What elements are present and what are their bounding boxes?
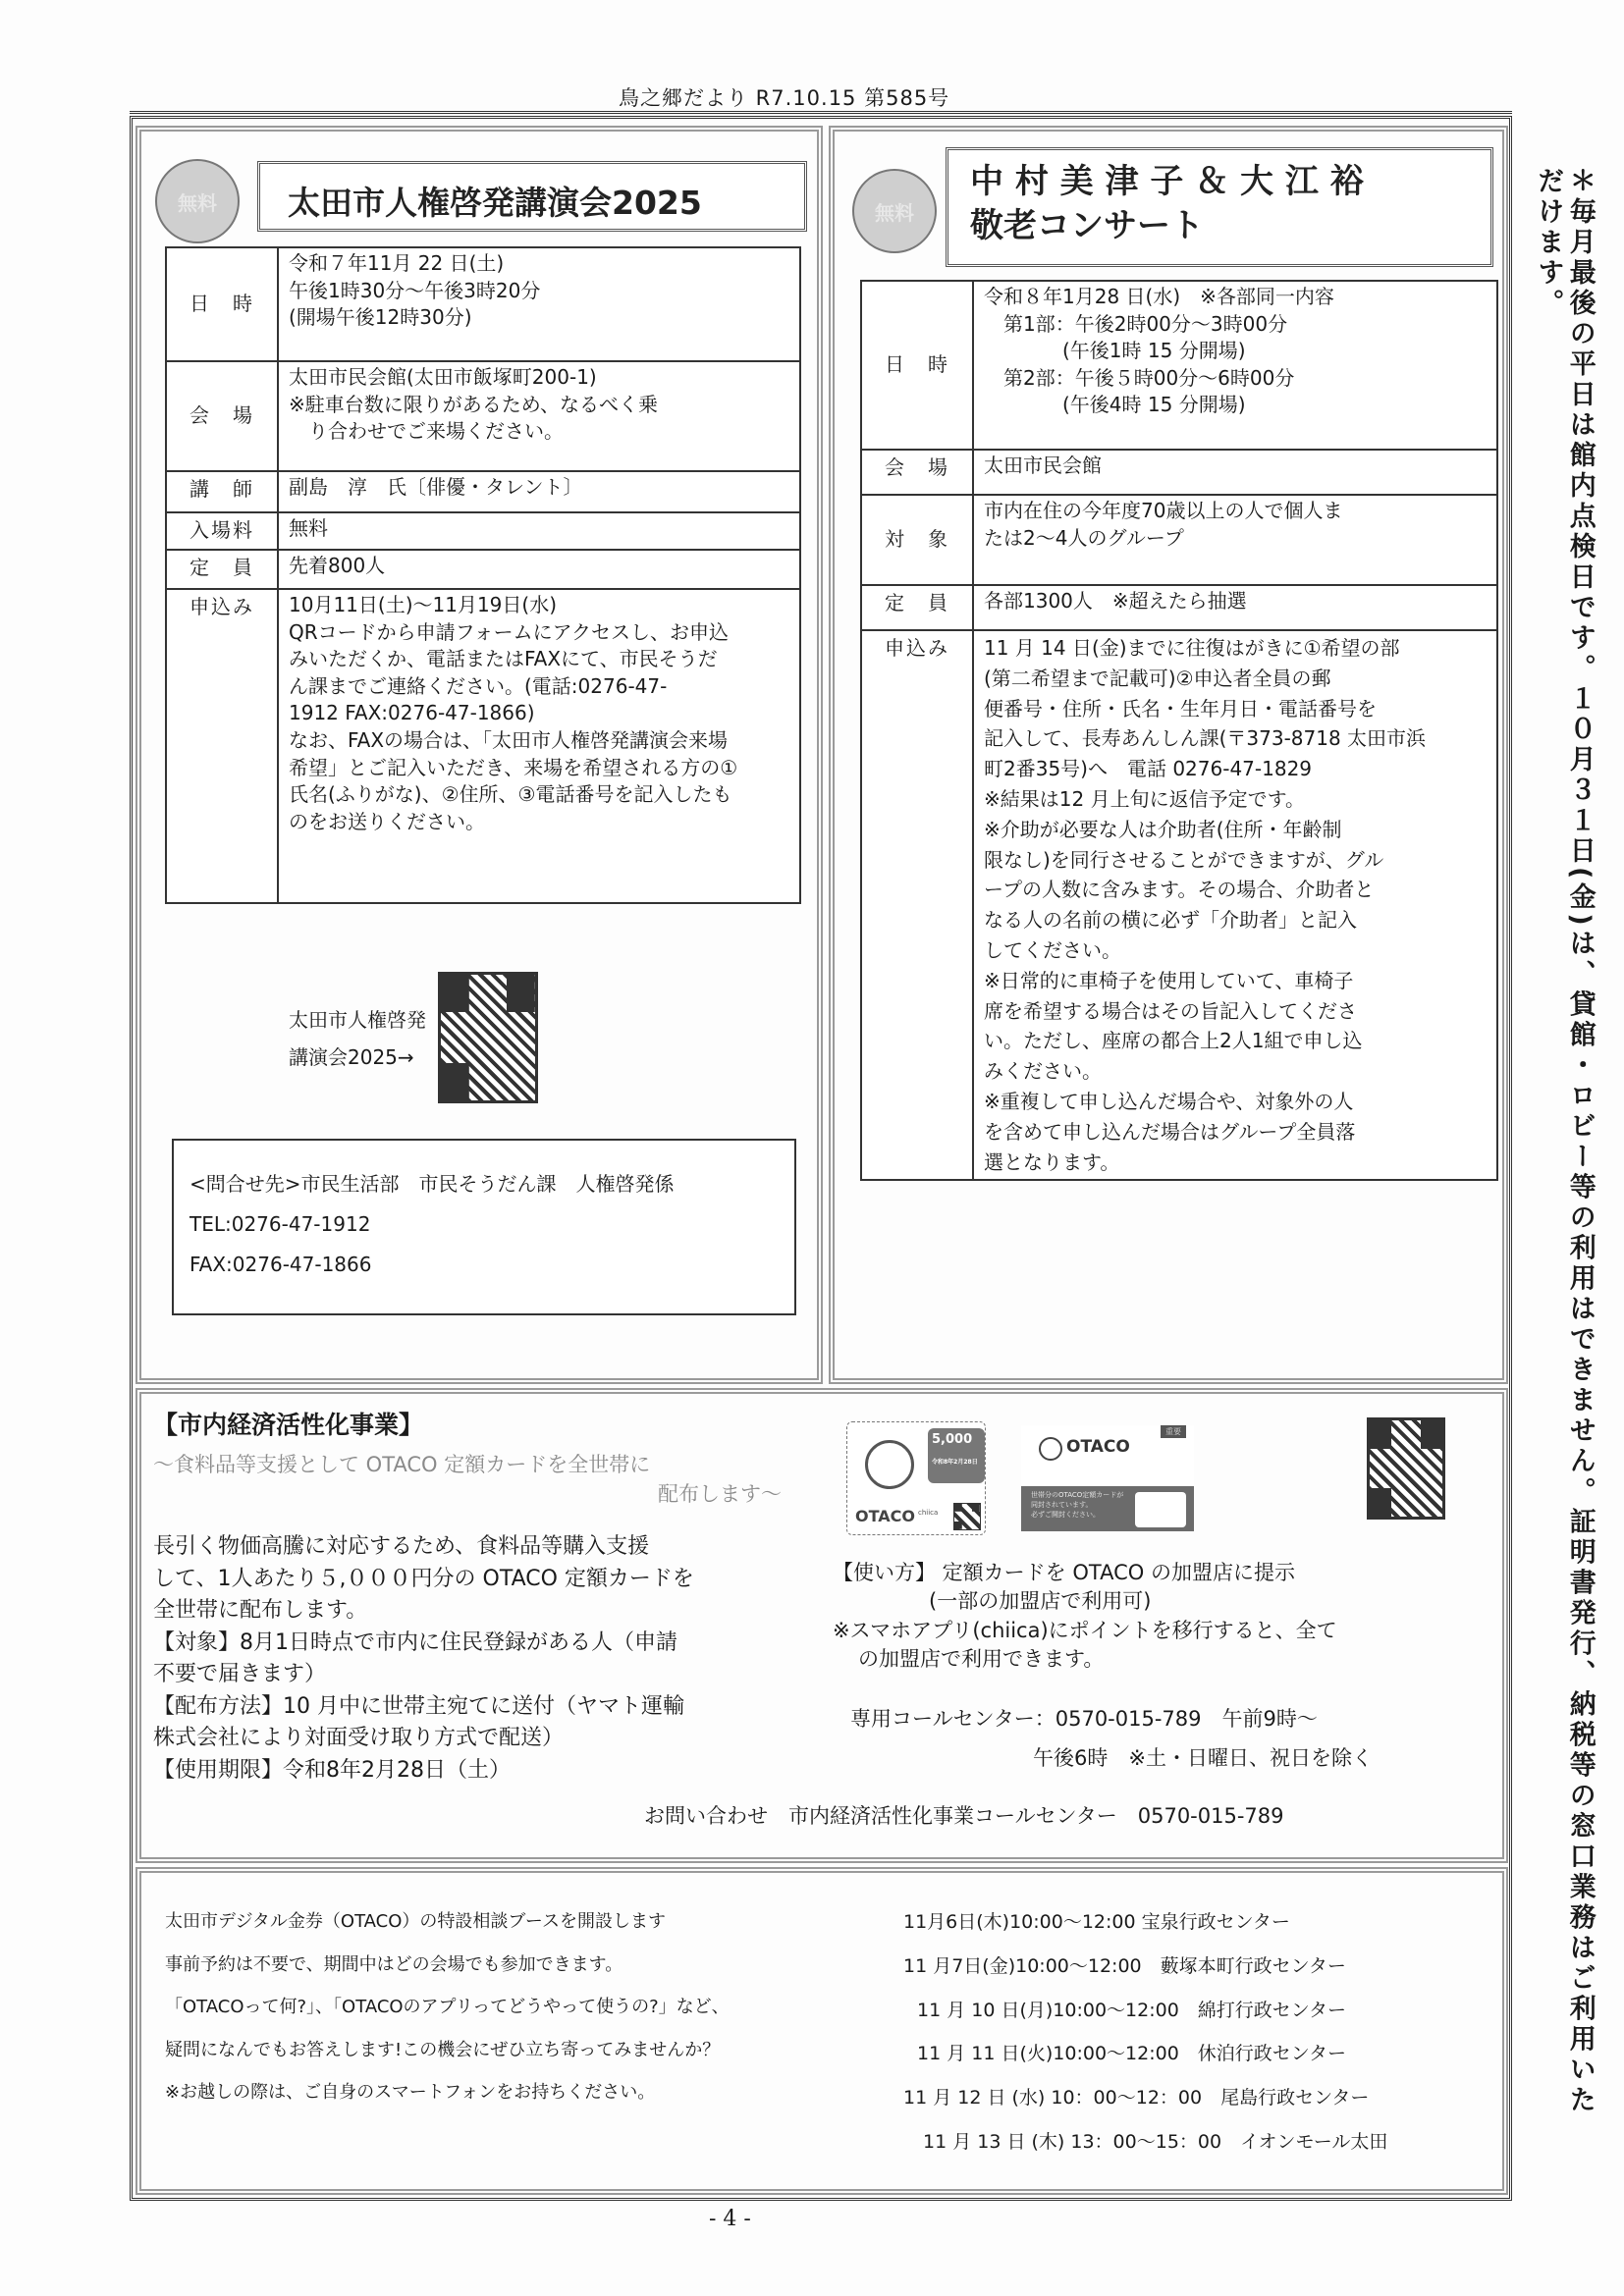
otaco-usage	[833, 1559, 1337, 1675]
lecture-title: 太田市人権啓発講演会2025	[288, 184, 702, 222]
info-row	[166, 361, 800, 471]
info-value-line: 太田市民会館(太田市飯塚町200-1)	[289, 365, 597, 389]
info-value-line: 希望」とご記入いただき、来場を希望される方の①	[289, 755, 738, 779]
lecture-info-table	[165, 246, 801, 904]
info-value	[278, 512, 800, 550]
booth-line: 「OTACOって何?」、「OTACOのアプリってどうやって使うの?」など、	[165, 1997, 730, 2018]
info-value-line: を含めて申し込んだ場合はグループ全員落	[984, 1119, 1356, 1144]
economy-expiry: 【使用期限】令和8年2月28日（土）	[153, 1757, 511, 1783]
qr-caption-line-2: 講演会2025→	[289, 1045, 414, 1069]
schedule-item: 11月6日(木)10:00～12:00 宝泉行政センター	[903, 1911, 1290, 1933]
qr-caption-line-1: 太田市人権啓発	[289, 1008, 426, 1032]
info-value-line: (第二希望まで記載可)②申込者全員の郵	[984, 666, 1331, 690]
info-value-line: 各部1300人 ※超えたら抽選	[984, 589, 1247, 613]
economy-inquiry: お問い合わせ 市内経済活性化事業コールセンター 0570-015-789	[644, 1804, 1284, 1828]
info-value-line: 町2番35号)へ 電話 0276-47-1829	[984, 757, 1313, 781]
lecture-contact-box	[172, 1139, 796, 1315]
info-value-line: 無料	[289, 516, 328, 540]
usage-line: (一部の加盟店で利用可)	[929, 1589, 1152, 1614]
info-row	[861, 450, 1497, 495]
info-value-line: ※日常的に車椅子を使用していて、車椅子	[984, 968, 1354, 992]
info-value	[278, 247, 800, 361]
envelope-note: 必ずご開封ください。	[1031, 1510, 1100, 1519]
usage-line: ※スマホアプリ(chiica)にポイントを移行すると、全て	[833, 1618, 1337, 1642]
economy-subtitle-line-1: ～食料品等支援として OTACO 定額カードを全世帯に	[153, 1453, 651, 1476]
card-amount: 5,000	[932, 1432, 973, 1447]
concert-title-line-2: 敬老コンサート	[970, 205, 1204, 245]
page-number: - 4 -	[709, 2207, 751, 2231]
economy-body-line: して、1人あたり５,０００円分の OTACO 定額カードを	[153, 1566, 694, 1591]
info-value-line: なる人の名前の横に必ず「介助者」と記入	[984, 908, 1357, 933]
info-value	[278, 550, 800, 589]
card-qr-code	[953, 1503, 981, 1530]
info-label: 講 師	[166, 471, 278, 512]
call-center-line-2: 午後6時 ※土・日曜日、祝日を除く	[1033, 1745, 1373, 1770]
info-label: 申込み	[861, 630, 973, 1180]
info-value-line: 第2部：午後５時00分～6時00分	[984, 365, 1295, 390]
economy-subtitle-line-2: 配布します～	[658, 1482, 782, 1506]
info-value-line: 副島 淳 氏〔俳優・タレント〕	[289, 475, 583, 499]
economy-heading: 【市内経済活性化事業】	[153, 1411, 424, 1439]
info-row	[861, 585, 1497, 630]
info-label: 申込み	[166, 589, 278, 903]
lecture-title-box	[257, 161, 807, 232]
info-row	[166, 512, 800, 550]
free-badge-label: 無料	[875, 200, 914, 225]
info-value-line: ※駐車台数に限りがあるため、なるべく乗	[289, 392, 658, 416]
card-app: chiica	[918, 1509, 939, 1517]
qr-caption	[289, 1001, 426, 1076]
info-value	[278, 361, 800, 471]
concert-info-table	[860, 280, 1498, 1181]
economy-subtitle	[153, 1449, 782, 1508]
info-row	[166, 589, 800, 903]
economy-body-line: 長引く物価高騰に対応するため、食料品等購入支援	[153, 1534, 650, 1559]
card-amount-panel	[928, 1428, 985, 1483]
booth-line: 事前予約は不要で、期間中はどの会場でも参加できます。	[165, 1953, 623, 1975]
info-value-line: 選となります。	[984, 1149, 1120, 1174]
info-row	[166, 550, 800, 589]
info-row	[861, 630, 1497, 1180]
info-value-line: 限なし)を同行させることができますが、グル	[984, 847, 1384, 872]
schedule-item: 11 月 10 日(月)10:00～12:00 綿打行政センター	[917, 1999, 1347, 2021]
info-value	[278, 471, 800, 512]
info-value	[973, 281, 1497, 450]
info-value-line: してください。	[984, 937, 1121, 962]
booth-description	[165, 1900, 730, 2114]
free-badge-label: 無料	[178, 190, 217, 215]
info-value-line: たは2～4人のグループ	[984, 525, 1184, 550]
info-row	[861, 281, 1497, 450]
card-brand: OTACO	[855, 1507, 915, 1525]
info-value-line: 席を希望する場合はその旨記入してくださ	[984, 998, 1357, 1023]
envelope-note: 同封されています。	[1031, 1500, 1093, 1509]
envelope-brand: OTACO	[1066, 1437, 1130, 1457]
info-value-line: 1912 FAX:0276-47-1866)	[289, 701, 535, 725]
booth-line: 太田市デジタル金券（OTACO）の特設相談ブースを開設します	[165, 1911, 666, 1932]
info-value-line: 11 月 14 日(金)までに往復はがきに①希望の部	[984, 636, 1400, 660]
economy-target-line: 不要で届きます）	[153, 1662, 327, 1687]
info-label: 定 員	[166, 550, 278, 589]
info-value-line: 便番号・住所・氏名・生年月日・電話番号を	[984, 696, 1377, 721]
booth-schedule	[903, 1900, 1387, 2164]
info-value-line: 市内在住の今年度70歳以上の人で個人ま	[984, 499, 1343, 522]
envelope-smile-icon	[1039, 1437, 1062, 1461]
info-value-line: 太田市民会館	[984, 454, 1102, 477]
info-value	[973, 630, 1497, 1180]
info-value-line: 10月11日(土)～11月19日(水)	[289, 593, 558, 616]
call-center-hours	[850, 1700, 1373, 1779]
economy-distribution-line: 【配布方法】10 月中に世帯主宛てに送付（ヤマト運輸	[153, 1693, 684, 1719]
info-value-line: のをお送りください。	[289, 809, 485, 833]
schedule-item: 11 月 12 日 (水) 10：00～12：00 尾島行政センター	[903, 2087, 1370, 2109]
info-value	[278, 589, 800, 903]
info-value-line: みください。	[984, 1059, 1102, 1084]
contact-department: <問合せ先>市民生活部 市民そうだん課 人権啓発係	[189, 1172, 675, 1196]
call-center-line-1: 専用コールセンター：0570-015-789 午前9時～	[850, 1707, 1318, 1731]
info-value-line: (開場午後12時30分)	[289, 305, 472, 330]
info-value-line: ※重複して申し込んだ場合や、対象外の人	[984, 1089, 1354, 1113]
schedule-item: 11 月7日(金)10:00～12:00 藪塚本町行政センター	[903, 1954, 1346, 1977]
contact-fax: FAX:0276-47-1866	[189, 1253, 372, 1276]
info-value	[973, 585, 1497, 630]
info-row	[166, 471, 800, 512]
economy-distribution-line: 株式会社により対面受け取り方式で配送）	[153, 1726, 565, 1751]
info-value-line: (午後4時 15 分開場)	[984, 393, 1246, 417]
newsletter-header: 鳥之郷だより R7.10.15 第585号	[619, 86, 950, 110]
side-notice: ＊毎月最後の平日は館内点検日です。１０月３１日(金)は、貸館・ロビー等の利用はできません。証明書発行、納税等の窓口業務はご利用いただけます。	[1533, 167, 1596, 2116]
info-row	[861, 495, 1497, 585]
otaco-card-image	[846, 1421, 986, 1535]
info-value-line: なお、FAXの場合は、「太田市人権啓発講演会来場	[289, 727, 729, 752]
card-face-icon	[865, 1440, 914, 1489]
concert-title-line-1: 中 村 美 津 子 ＆ 大 江 裕	[970, 162, 1364, 201]
info-value-line: みいただくか、電話またはFAXにて、市民そうだ	[289, 647, 718, 671]
info-label: 日 時	[861, 281, 973, 450]
info-value-line: い。ただし、座席の都合上2人1組で申し込	[984, 1029, 1363, 1053]
schedule-item: 11 月 13 日 (木) 13：00～15：00 イオンモール太田	[923, 2131, 1388, 2154]
info-value-line: (午後1時 15 分開場)	[984, 339, 1246, 363]
economy-target-line: 【対象】8月1日時点で市内に住民登録がある人（申請	[153, 1629, 677, 1655]
schedule-item: 11 月 11 日(火)10:00～12:00 休泊行政センター	[917, 2043, 1347, 2065]
info-value	[973, 450, 1497, 495]
info-label: 対 象	[861, 495, 973, 585]
envelope-window	[1135, 1492, 1186, 1527]
booth-line: ※お越しの際は、ご自身のスマートフォンをお持ちください。	[165, 2082, 656, 2104]
info-value-line: 氏名(ふりがな)、②住所、③電話番号を記入したも	[289, 782, 732, 807]
info-value-line: ※結果は12 月上旬に返信予定です。	[984, 786, 1305, 811]
info-value-line: り合わせでご来場ください。	[289, 419, 564, 444]
usage-line: の加盟店で利用できます。	[858, 1647, 1105, 1672]
economy-body-line: 全世帯に配布します。	[153, 1598, 368, 1624]
info-label: 会 場	[166, 361, 278, 471]
otaco-qr-code[interactable]	[1367, 1417, 1445, 1520]
info-value-line: 先着800人	[289, 554, 386, 577]
contact-tel: TEL:0276-47-1912	[189, 1212, 371, 1236]
info-value-line: ープの人数に含みます。その場合、介助者と	[984, 878, 1375, 902]
free-badge	[852, 169, 937, 253]
concert-title-box	[946, 147, 1493, 267]
info-label: 会 場	[861, 450, 973, 495]
free-badge	[155, 159, 240, 243]
info-label: 入場料	[166, 512, 278, 550]
info-value-line: ん課までご連絡ください。(電話:0276-47-	[289, 673, 668, 698]
info-value-line: 令和７年11月 22 日(土)	[289, 251, 505, 275]
info-value-line: 午後1時30分～午後3時20分	[289, 278, 541, 302]
lecture-qr-code[interactable]	[438, 972, 538, 1103]
info-label: 定 員	[861, 585, 973, 630]
info-row	[166, 247, 800, 361]
info-value-line: 記入して、長寿あんしん課(〒373-8718 太田市浜	[984, 726, 1427, 751]
info-value-line: 第1部：午後2時00分～3時00分	[984, 311, 1288, 336]
envelope-tag: 重要	[1161, 1425, 1186, 1438]
info-value-line: 令和８年1月28 日(水) ※各部同一内容	[984, 285, 1334, 308]
info-value	[973, 495, 1497, 585]
booth-line: 疑問になんでもお答えします!この機会にぜひ立ち寄ってみませんか？	[165, 2039, 721, 2060]
usage-line: 【使い方】 定額カードを OTACO の加盟店に提示	[833, 1561, 1295, 1584]
card-expiry: 令和8年2月28日	[932, 1459, 978, 1466]
info-label: 日 時	[166, 247, 278, 361]
otaco-envelope-image	[1021, 1425, 1194, 1533]
envelope-note: 世帯分のOTACO定額カードが	[1031, 1491, 1124, 1499]
economy-body	[153, 1531, 694, 1787]
info-value-line: QRコードから申請フォームにアクセスし、お申込	[289, 619, 730, 644]
info-value-line: ※介助が必要な人は介助者(住所・年齢制	[984, 817, 1342, 841]
